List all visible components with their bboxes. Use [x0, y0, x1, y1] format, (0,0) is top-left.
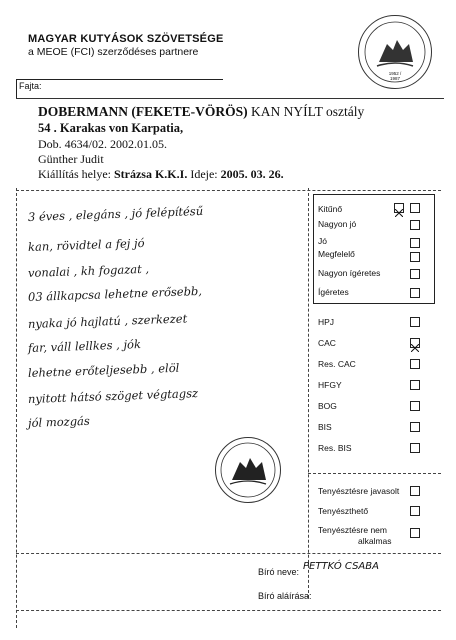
title-label-bog: BOG [318, 401, 337, 411]
breeding-not-checkbox[interactable] [410, 528, 420, 538]
frame-mid [308, 188, 309, 598]
breeding-not-label-2: alkalmas [358, 536, 392, 546]
critique-line: jól mozgás [27, 413, 91, 430]
divider-top [16, 98, 444, 99]
title-checkbox-hfgy[interactable] [410, 380, 420, 390]
breed-field [16, 79, 223, 99]
grade-label-nagyon-igeretes: Nagyon ígéretes [318, 268, 381, 278]
grade-label-igeretes: Ígéretes [318, 287, 349, 297]
critique-line: nyaka jó hajlatú , szerkezet [27, 311, 188, 331]
venue-line [38, 167, 284, 182]
breed-label: Fajta: [19, 81, 42, 91]
judge-name-label: Bíró neve: [258, 567, 300, 577]
title-label-hpj: HPJ [318, 317, 335, 327]
frame-bottom [16, 610, 441, 611]
venue-label: Kiállítás helye: [38, 167, 114, 181]
critique-line: kan, rövidtel a fej jó [27, 235, 145, 254]
grade-checkbox-nagyon-jo[interactable] [410, 220, 420, 230]
title-label-res-bis: Res. BIS [318, 443, 352, 453]
title-label-res-cac: Res. CAC [318, 359, 356, 369]
title-label-cac: CAC [318, 338, 336, 348]
breed-name: DOBERMANN (FEKETE-VÖRÖS) [38, 104, 248, 119]
title-checkbox-res-bis[interactable] [410, 443, 420, 453]
grade-checkbox-extra[interactable] [410, 203, 420, 213]
breeding-suggested-checkbox[interactable] [410, 486, 420, 496]
org-name: MAGYAR KUTYÁSOK SZÖVETSÉGE [28, 33, 224, 45]
grade-checkbox-megfelelo[interactable] [410, 252, 420, 262]
grade-checkbox-igeretes[interactable] [410, 288, 420, 298]
dob-line: Dob. 4634/02. 2002.01.05. [38, 137, 167, 151]
critique-line: vonalai , kh fogazat , [27, 261, 150, 280]
stamp-emblem-icon [216, 438, 280, 502]
grade-checkbox-nagyon-igeretes[interactable] [410, 269, 420, 279]
breeding-not-label-1: Tenyésztésre nem [318, 525, 387, 535]
judge-name-value: PETTKÓ CSABA [303, 561, 379, 572]
critique-line: nyitott hátsó szöget végtagsz [27, 386, 199, 406]
owner-line: Günther Judit [38, 152, 104, 166]
grade-label-nagyon-jo: Nagyon jó [318, 219, 357, 229]
venue-value: Strázsa K.K.I. [113, 167, 188, 181]
frame-top [16, 190, 441, 191]
grade-label-jo: Jó [318, 236, 327, 246]
breed-line [38, 104, 364, 120]
title-label-bis: BIS [318, 422, 332, 432]
judge-signature-label: Bíró aláírása: [258, 591, 312, 601]
grade-label-kituno: Kitűnő [318, 204, 343, 214]
grade-checkbox-jo[interactable] [410, 238, 420, 248]
breeding-breedable-checkbox[interactable] [410, 506, 420, 516]
date-value: 2005. 03. 26. [220, 167, 284, 181]
grade-label-megfelelo: Megfelelő [318, 249, 355, 259]
grade-checkbox-kituno[interactable] [394, 203, 404, 213]
stamp [215, 437, 281, 503]
title-checkbox-bog[interactable] [410, 401, 420, 411]
title-label-hfgy: HFGY [318, 380, 342, 390]
title-checkbox-res-cac[interactable] [410, 359, 420, 369]
seal-years: 1952 / 1987 [388, 71, 402, 81]
check-x-icon [395, 209, 403, 217]
breeding-suggested-label: Tenyésztésre javasolt [318, 486, 400, 496]
critique-line: 03 állkapcsa lehetne erősebb, [27, 283, 203, 304]
org-subtitle: a MEOE (FCI) szerződéses partnere [28, 46, 199, 58]
entry-line: 54 . Karakas von Karpatia, [38, 121, 184, 135]
breeding-breedable-label: Tenyészthető [318, 506, 369, 516]
check-x-icon [411, 344, 419, 352]
critique-line: lehetne erőteljesebb , elöl [27, 360, 180, 380]
class-text: KAN NYÍLT osztály [251, 104, 365, 119]
title-checkbox-hpj[interactable] [410, 317, 420, 327]
critique-line: 3 éves , elegáns , jó felépítésű [27, 203, 204, 224]
title-checkbox-cac[interactable] [410, 338, 420, 348]
frame-left [16, 188, 17, 628]
breeding-divider [308, 473, 441, 474]
association-seal [358, 15, 432, 89]
date-label: Ideje: [187, 167, 221, 181]
title-checkbox-bis[interactable] [410, 422, 420, 432]
critique-line: far, váll lellkes , jók [27, 337, 142, 355]
judge-divider [16, 553, 441, 554]
